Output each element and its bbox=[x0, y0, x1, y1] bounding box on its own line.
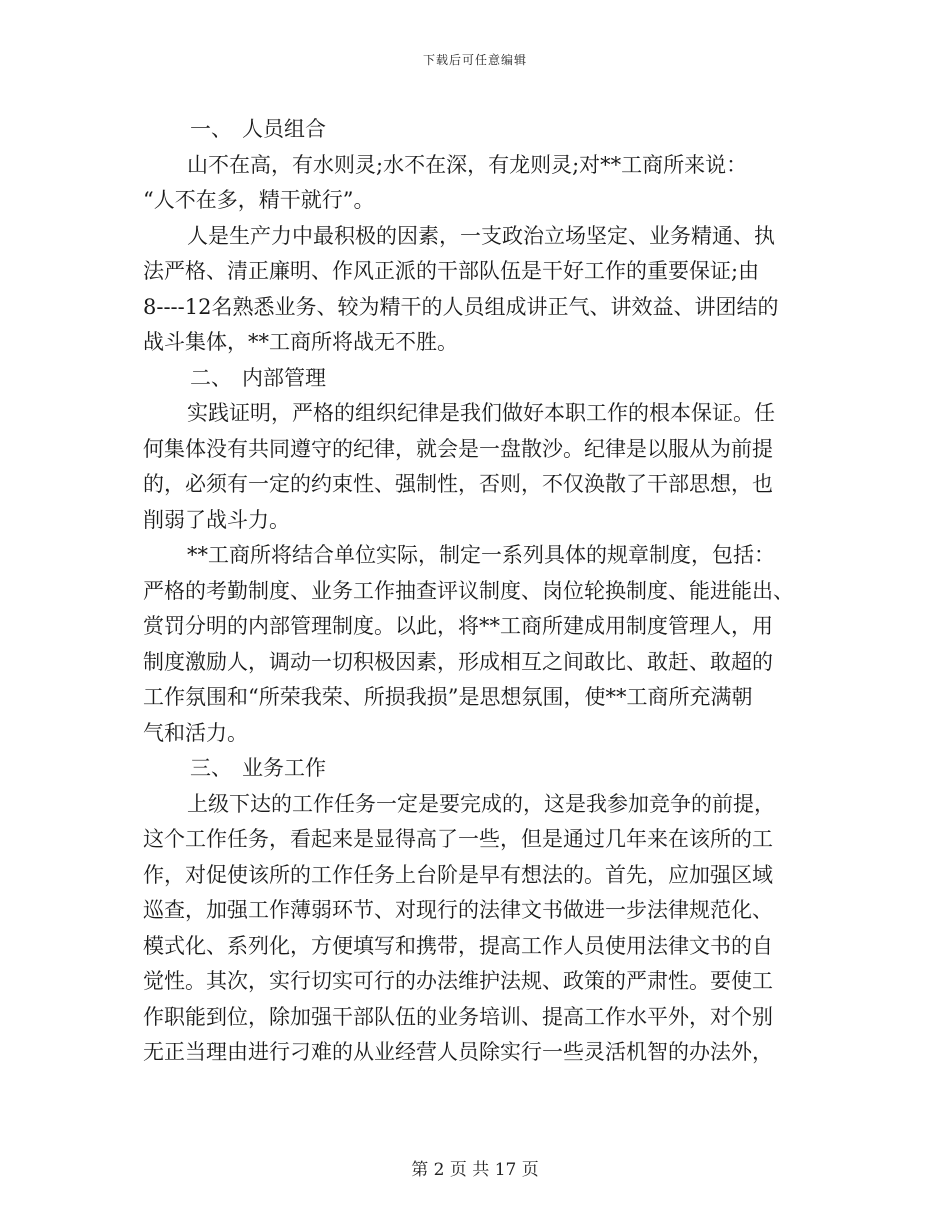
section-number: 一、 bbox=[190, 117, 232, 141]
paragraph-line: 山不在高，有水则灵;水不在深，有龙则灵;对**工商所来说： bbox=[187, 152, 748, 177]
paragraph-line: 人是生产力中最积极的因素，一支政治立场坚定、业务精通、执 bbox=[187, 223, 775, 248]
paragraph-line: 战斗集体，**工商所将战无不胜。 bbox=[143, 330, 458, 354]
paragraph-line: “人不在多，精干就行”。 bbox=[143, 188, 375, 212]
section-title: 内部管理 bbox=[242, 365, 326, 390]
paragraph-line: 的，必须有一定的约束性、强制性，否则，不仅涣散了干部思想，也 bbox=[143, 472, 773, 496]
paragraph-line: 法严格、清正廉明、作风正派的干部队伍是干好工作的重要保证;由 bbox=[143, 259, 760, 283]
section-heading bbox=[143, 752, 813, 788]
paragraph-line: 巡查，加强工作薄弱环节、对现行的法律文书做进一步法律规范化、 bbox=[143, 898, 773, 922]
paragraph-line: 何集体没有共同遵守的纪律，就会是一盘散沙。纪律是以服从为前提 bbox=[143, 436, 773, 461]
section-title: 业务工作 bbox=[242, 756, 326, 780]
paragraph-line: 严格的考勤制度、业务工作抽查评议制度、岗位轮换制度、能进能出、 bbox=[143, 578, 794, 603]
paragraph-line: 觉性。其次，实行切实可行的办法维护法规、政策的严肃性。要使工 bbox=[143, 969, 773, 993]
paragraph-line: 制度激励人，调动一切积极因素，形成相互之间敢比、敢赶、敢超的 bbox=[143, 649, 773, 674]
section-heading bbox=[143, 362, 813, 398]
section-number: 二、 bbox=[190, 365, 232, 390]
paragraph-line: 无正当理由进行刁难的从业经营人员除实行一些灵活机智的办法外， bbox=[143, 1040, 773, 1064]
document-body bbox=[143, 113, 813, 1072]
section-number: 三、 bbox=[190, 756, 232, 780]
paragraph-line: 工作氛围和“所荣我荣、所损我损”是思想氛围，使**工商所充满朝 bbox=[143, 685, 753, 709]
paragraph-line: 气和活力。 bbox=[143, 720, 248, 745]
paragraph-line: 赏罚分明的内部管理制度。以此，将**工商所建成用制度管理人，用 bbox=[143, 614, 773, 638]
section-title: 人员组合 bbox=[242, 117, 326, 141]
paragraph-line: 8----12名熟悉业务、较为精干的人员组成讲正气、讲效益、讲团结的 bbox=[143, 294, 779, 319]
page-footer: 第 2 页 共 17 页 bbox=[411, 1160, 539, 1180]
paragraph-line: 削弱了战斗力。 bbox=[143, 507, 290, 532]
section-heading bbox=[143, 113, 813, 149]
page-header: 下载后可任意编辑 bbox=[422, 53, 527, 67]
paragraph-line: 作职能到位，除加强干部队伍的业务培训、提高工作水平外，对个别 bbox=[143, 1004, 773, 1029]
paragraph-line: 模式化、系列化，方便填写和携带，提高工作人员使用法律文书的自 bbox=[143, 933, 773, 958]
paragraph-line: 这个工作任务，看起来是显得高了一些，但是通过几年来在该所的工 bbox=[143, 827, 773, 851]
paragraph-line: 作，对促使该所的工作任务上台阶是早有想法的。首先，应加强区域 bbox=[143, 862, 773, 887]
paragraph-line: 实践证明，严格的组织纪律是我们做好本职工作的根本保证。任 bbox=[187, 401, 775, 425]
paragraph-line: **工商所将结合单位实际，制定一系列具体的规章制度，包括： bbox=[187, 543, 775, 567]
paragraph-line: 上级下达的工作任务一定是要完成的，这是我参加竞争的前提， bbox=[187, 791, 775, 816]
